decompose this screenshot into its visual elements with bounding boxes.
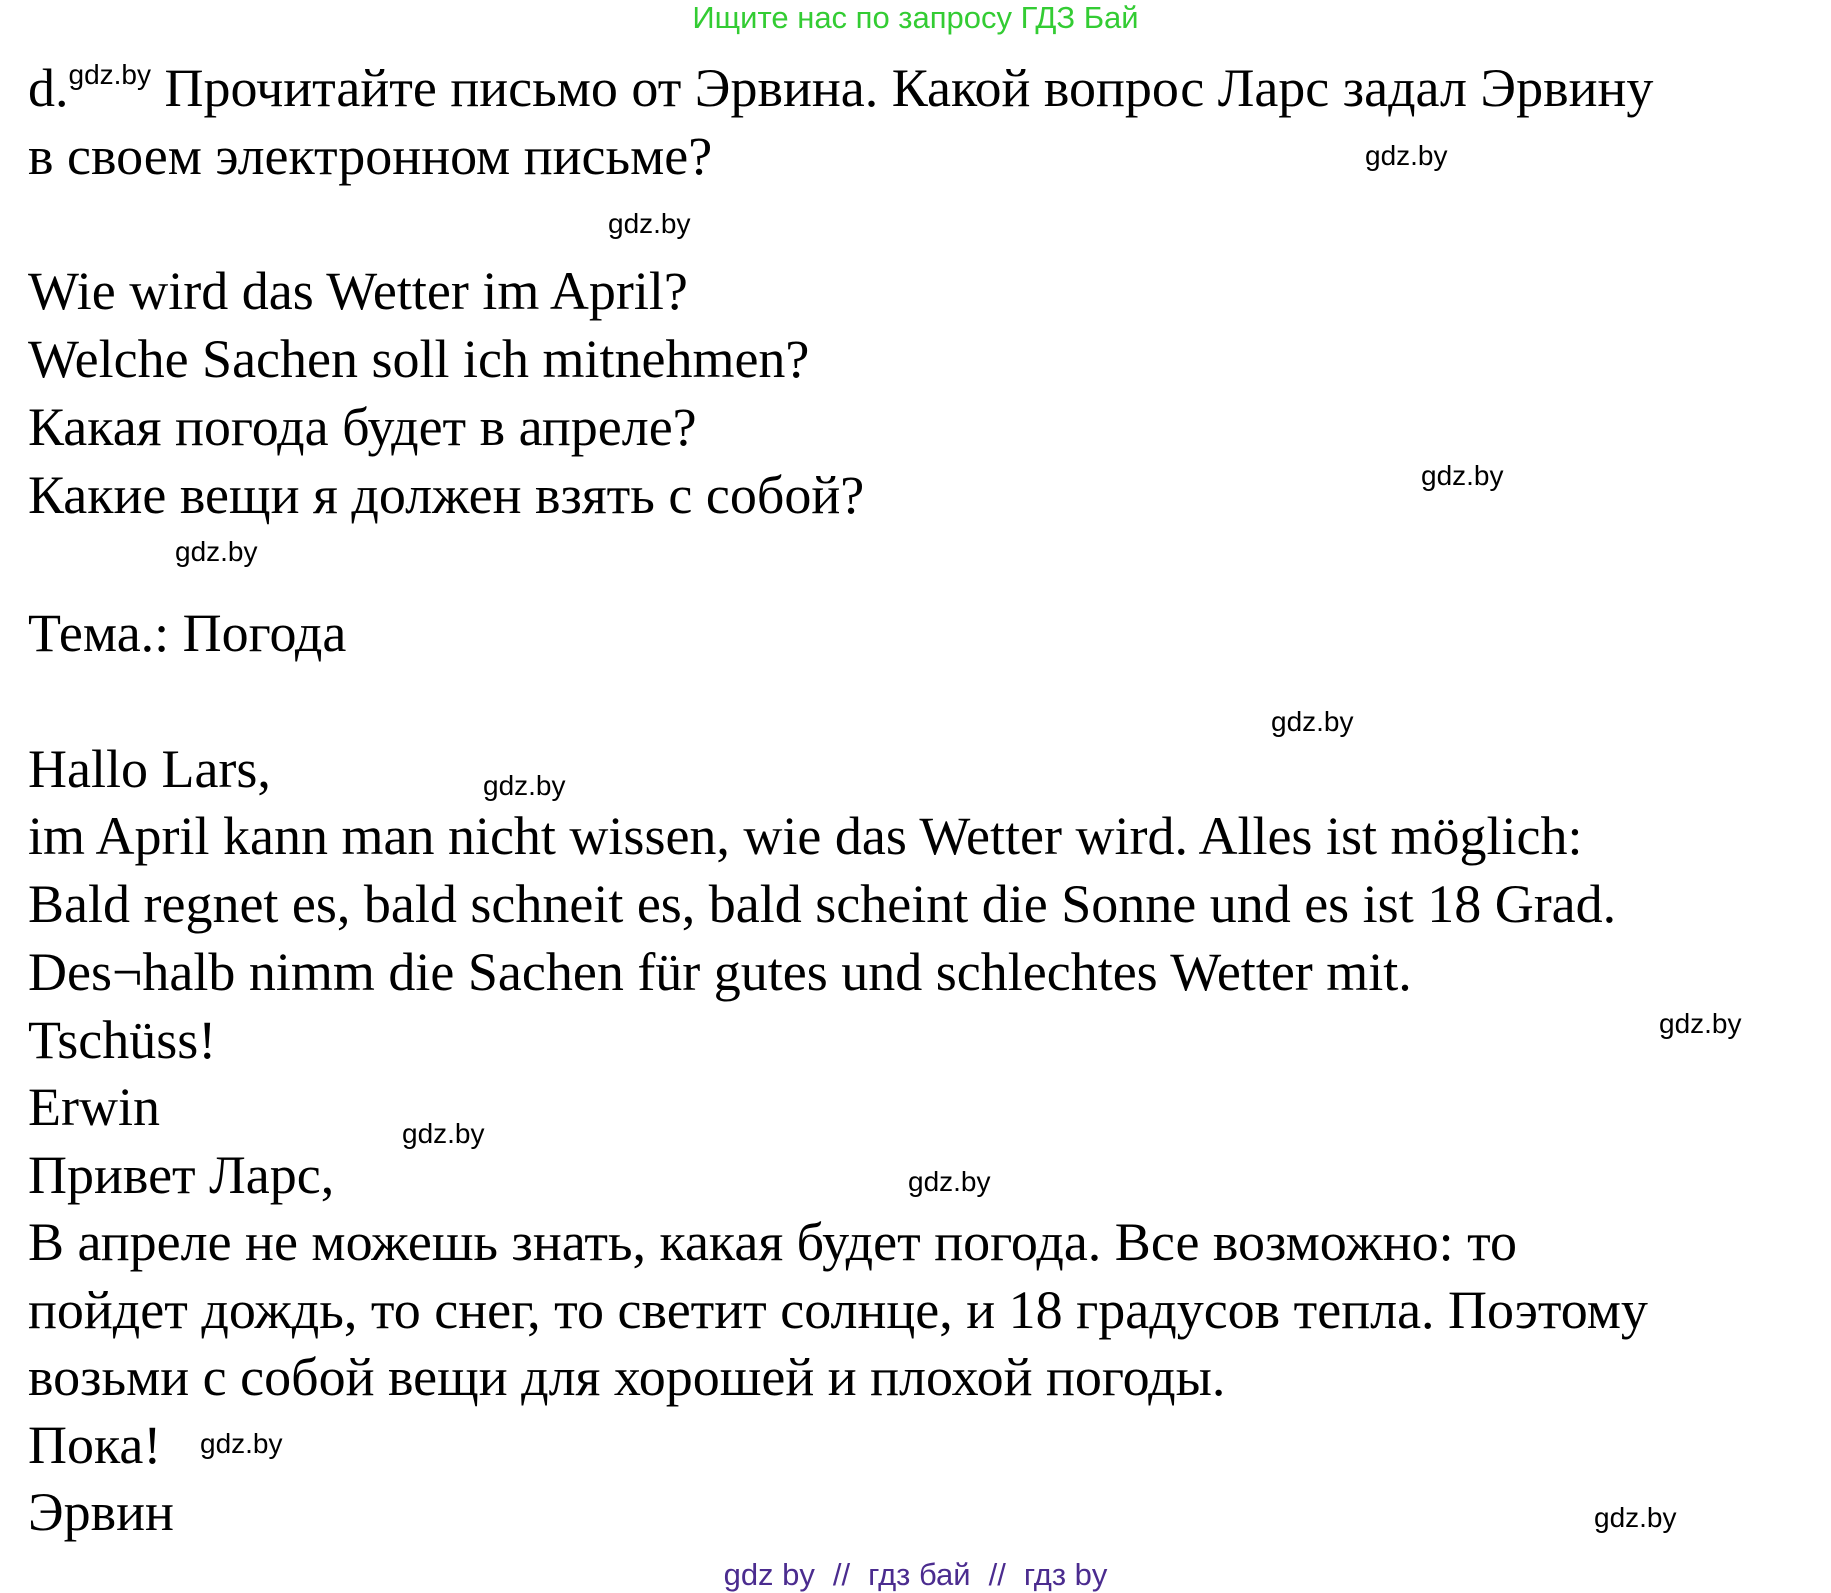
letter-ru-greeting: Привет Ларс, <box>28 1145 335 1205</box>
letter-de-signature: Erwin <box>28 1077 160 1137</box>
footer-part2: гдз бай <box>868 1557 971 1592</box>
footer-separator: // <box>988 1557 1006 1592</box>
task-heading <box>28 58 1653 118</box>
topic-line: Тема.: Погода <box>28 603 347 663</box>
letter-de-line: Des¬halb nimm die Sachen für gutes und schlechtes Wetter mit. <box>28 942 1412 1002</box>
top-banner: Ищите нас по запросу ГДЗ Бай <box>692 0 1139 35</box>
letter-de-greeting: Hallo Lars, <box>28 739 271 799</box>
footer-part3: гдз by <box>1023 1557 1108 1592</box>
task-letter: d. <box>28 58 69 118</box>
letter-ru-line: пойдет дождь, то снег, то светит солнце, и 18 градусов тепла. Поэтому <box>28 1280 1648 1340</box>
watermark: gdz.by <box>1659 1008 1742 1039</box>
watermark: gdz.by <box>1421 460 1504 491</box>
question-line: Wie wird das Wetter im April? <box>28 261 688 321</box>
letter-ru-closing: Пока! <box>28 1415 162 1475</box>
task-text-line2: в своем электронном письме? <box>28 126 713 186</box>
watermark: gdz.by <box>1271 706 1354 737</box>
task-text-line1: Прочитайте письмо от Эрвина. Какой вопрос Ларс задал Эрвину <box>164 58 1654 118</box>
question-line: Какие вещи я должен взять с собой? <box>28 465 865 525</box>
watermark: gdz.by <box>200 1428 283 1459</box>
task-watermark: gdz.by <box>68 59 151 90</box>
letter-de-closing: Tschüss! <box>28 1010 217 1070</box>
letter-de-line: im April kann man nicht wissen, wie das Wetter wird. Alles ist möglich: <box>28 806 1583 866</box>
letter-ru-signature: Эрвин <box>28 1482 174 1542</box>
watermark: gdz.by <box>402 1118 485 1149</box>
letter-de-line: Bald regnet es, bald schneit es, bald scheint die Sonne und es ist 18 Grad. <box>28 874 1617 934</box>
footer <box>0 1557 1831 1593</box>
letter-ru-line: возьми с собой вещи для хорошей и плохой погоды. <box>28 1347 1226 1407</box>
watermark: gdz.by <box>608 208 691 239</box>
footer-part1: gdz by <box>723 1557 815 1592</box>
watermark: gdz.by <box>175 536 258 567</box>
footer-separator: // <box>832 1557 851 1592</box>
question-line: Какая погода будет в апреле? <box>28 397 697 457</box>
question-line: Welche Sachen soll ich mitnehmen? <box>28 329 810 389</box>
watermark: gdz.by <box>1365 140 1448 171</box>
letter-ru-line: В апреле не можешь знать, какая будет погода. Все возможно: то <box>28 1212 1518 1272</box>
watermark: gdz.by <box>483 770 566 801</box>
watermark: gdz.by <box>908 1166 991 1197</box>
watermark: gdz.by <box>1594 1502 1677 1533</box>
